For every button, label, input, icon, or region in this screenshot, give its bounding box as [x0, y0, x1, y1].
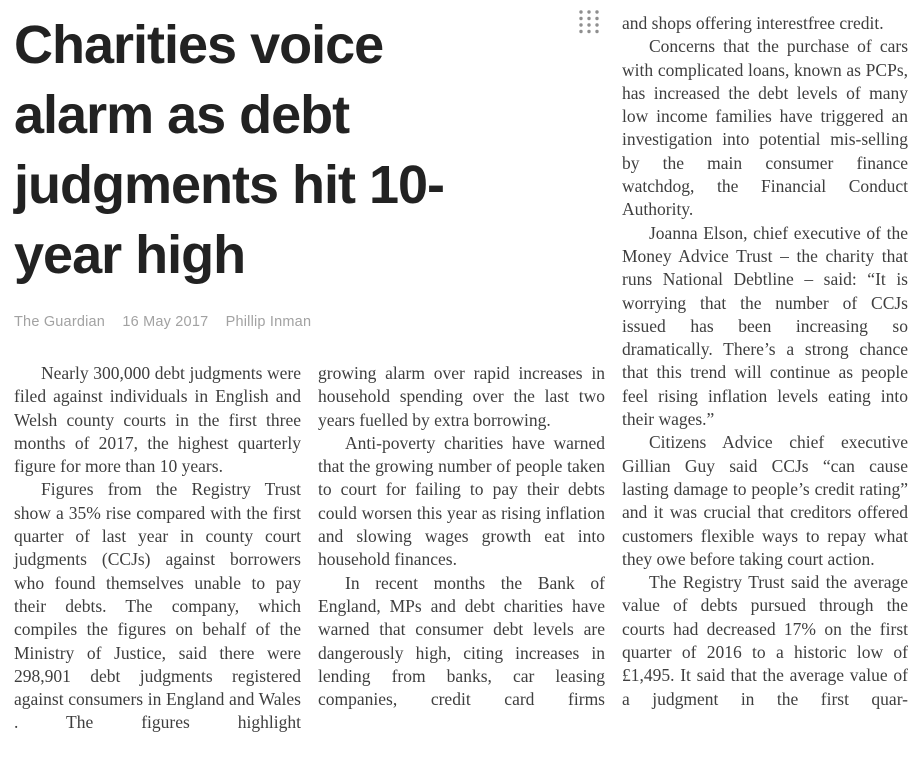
text-column-1	[14, 362, 301, 735]
title-line-3: judgments hit 10-	[14, 155, 445, 215]
dots-grid-icon	[578, 9, 600, 34]
article-title	[14, 10, 605, 290]
text-column-3	[622, 0, 908, 769]
article-left-zone	[14, 0, 605, 769]
byline-author: Phillip Inman	[225, 314, 312, 330]
title-line-2: alarm as debt	[14, 85, 350, 145]
paragraph: growing alarm over rapid increases in household spending over the last two years fuelled by extra borrowing.	[318, 363, 605, 430]
text-column-2	[318, 362, 605, 735]
paragraph: and shops offering interestfree credit.	[622, 13, 884, 33]
paragraph: Joanna Elson, chief executive of the Money Advice Trust – the charity that runs National Debtline – said: “It is worrying that the number of CCJs issued has been increasing so dramatically. There’s a strong chance that this trend will continue as people feel rising inflation levels eating into their wages.”	[622, 222, 908, 430]
paragraph: Figures from the Registry Trust show a 35% rise compared with the first quarter of last year in county court judgments (CCJs) against borrowers who found themselves unable to pay their debts. The company, which compiles the figures on behalf of the Ministry of Justice, said there were 298,901 debt judgments registered against consumers in England and Wales . The figures highlight	[14, 479, 301, 733]
paragraph: In recent months the Bank of England, MPs and debt charities have warned that consumer debt levels are dangerously high, citing increases in lending from banks, car leasing companies, credit card firms	[318, 572, 605, 710]
paragraph: The Registry Trust said the average value of debts pursued through the courts had decreased 17% on the first quarter of 2016 to a historic low of £1,495. It said that the average value of a judgment in the first quar-	[622, 572, 908, 709]
title-line-1: Charities voice	[14, 15, 384, 75]
paragraph: Citizens Advice chief executive Gillian Guy said CCJs “can cause lasting damage to people’s credit rating” and it was crucial that creditors offered customers flexible ways to repay what they owe before taking court action.	[622, 432, 908, 569]
paragraph: Concerns that the purchase of cars with complicated loans, known as PCPs, has increased the debt levels of many low income families have triggered an investigation into potential mis-selling by the main consumer finance watchdog, the Financial Conduct Authority.	[622, 36, 908, 220]
title-line-4: year high	[14, 225, 246, 285]
drag-handle-icon[interactable]	[577, 8, 601, 35]
byline-source: The Guardian	[14, 314, 106, 330]
byline-date: 16 May 2017	[122, 314, 209, 330]
paragraph: Anti-poverty charities have warned that the growing number of people taken to court for failing to pay their debts could worsen this year as rising inflation and slowing wages growth eat into household finances.	[318, 432, 605, 570]
body-columns	[14, 362, 605, 735]
paragraph: Nearly 300,000 debt judgments were filed against individuals in English and Welsh county courts in the first three months of 2017, the highest quarterly figure for more than 10 years.	[14, 363, 301, 477]
byline	[14, 314, 605, 330]
